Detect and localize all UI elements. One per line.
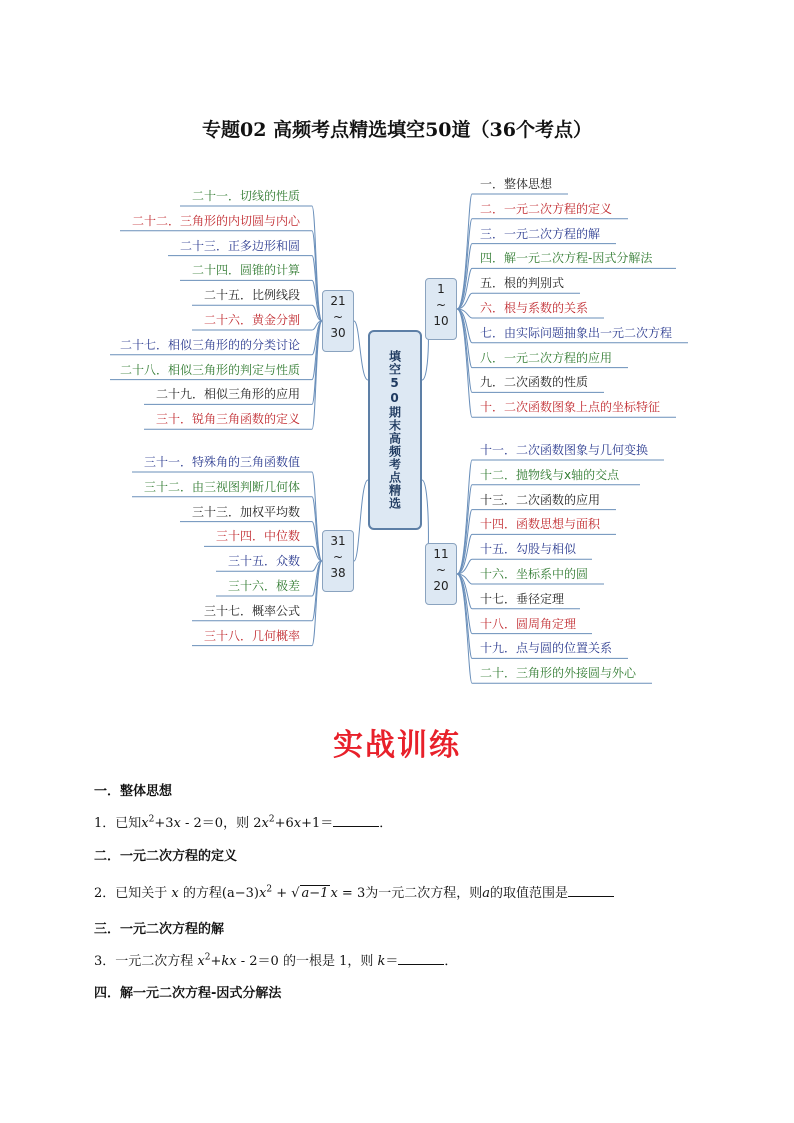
mind-map-leaf: 二．一元二次方程的定义 — [480, 201, 613, 216]
group-node-31-38 — [322, 530, 354, 592]
page-title: 专题02 高频考点精选填空50道（36个考点） — [202, 119, 592, 141]
mind-map-leaf: 二十三．正多边形和圆 — [179, 238, 300, 253]
mind-map-leaf: 三十．锐角三角函数的定义 — [155, 412, 300, 427]
mind-map-leaf: 十七．垂径定理 — [480, 591, 565, 606]
question-2-text3: 的取值范围是 — [490, 886, 569, 901]
mind-map-leaf: 三十五．众数 — [227, 554, 300, 569]
question-3: 3．一元二次方程 $x^2+kx - 2=0$ 的一根是 1，则 k＝ ． — [94, 952, 458, 969]
question-3-prefix: 3．一元二次方程 — [94, 954, 194, 969]
question-2-text1: 的方程 — [182, 886, 222, 901]
mind-map-leaf: 三．一元二次方程的解 — [480, 226, 601, 241]
group-label-end: 38 — [330, 566, 346, 580]
mind-map-center-node — [368, 330, 422, 530]
question-1-end: ． — [379, 816, 393, 831]
section-heading-1: 一．整体思想 — [94, 784, 173, 799]
mind-map-center-label: 填空50期末高频考点精选 — [387, 350, 402, 510]
mind-map-leaf: 二十八．相似三角形的判定与性质 — [119, 362, 300, 377]
mind-map-leaf: 十九．点与圆的位置关系 — [480, 641, 613, 656]
mind-map-leaf: 十三．二次函数的应用 — [480, 492, 601, 507]
mind-map-leaf: 三十六．极差 — [227, 579, 300, 593]
mind-map-leaf: 二十四．圆锥的计算 — [191, 263, 300, 278]
group-label-end: 20 — [433, 579, 449, 593]
question-2-prefix: 2．已知关于 — [94, 886, 168, 901]
question-1: 1．已知$x^2+3x - 2=0$，则 $2x^2+6x+1=$ ． — [94, 814, 393, 831]
mind-map-leaf: 十四．函数思想与面积 — [480, 517, 601, 532]
question-3-mid: 的一根是 1，则 — [282, 954, 374, 969]
group-label-start: 21 — [330, 294, 346, 308]
question-2-var: x — [171, 886, 179, 901]
mind-map-leaf: 三十四．中位数 — [215, 529, 300, 544]
mind-map-leaf: 十五．勾股与相似 — [480, 542, 577, 557]
answer-blank[interactable] — [568, 884, 614, 897]
mind-map-leaf: 五．根的判别式 — [480, 276, 565, 291]
mind-map-leaf: 十八．圆周角定理 — [480, 616, 577, 631]
section-heading-4: 四．解一元二次方程-因式分解法 — [94, 986, 282, 1001]
mind-map-leaf: 三十七．概率公式 — [203, 603, 300, 618]
mind-map-leaf: 七．由实际问题抽象出一元二次方程 — [480, 325, 673, 340]
mind-map-leaf: 二十九．相似三角形的应用 — [155, 387, 300, 402]
question-2-text2: 为一元二次方程，则 — [365, 886, 483, 901]
mind-map-leaf: 二十二．三角形的内切圆与内心 — [131, 213, 300, 228]
mind-map-leaf: 三十一．特殊角的三角函数值 — [143, 455, 300, 469]
answer-blank[interactable] — [398, 952, 444, 965]
section-heading-3: 三．一元二次方程的解 — [94, 922, 225, 937]
question-1-mid: ，则 — [223, 816, 250, 831]
mind-map-leaf: 二十．三角形的外接圆与外心 — [480, 666, 637, 681]
mind-map-leaf: 二十一．切线的性质 — [191, 189, 300, 203]
mind-map-leaf: 三十三．加权平均数 — [191, 504, 300, 519]
mind-map-leaf: 三十二．由三视图判断几何体 — [143, 479, 300, 494]
practice-title: 实战训练 — [333, 728, 461, 763]
group-label-start: 31 — [330, 534, 346, 548]
mind-map-leaf: 十二．抛物线与x轴的交点 — [480, 467, 620, 482]
mind-map-leaf: 十．二次函数图象上点的坐标特征 — [480, 400, 661, 415]
mind-map-leaf: 六．根与系数的关系 — [480, 301, 589, 315]
mind-map-leaf: 十一．二次函数图象与几何变换 — [480, 443, 649, 457]
group-label-sep: ~ — [435, 563, 447, 577]
group-label-sep: ~ — [332, 310, 344, 324]
mind-map-leaf: 一．整体思想 — [480, 177, 553, 191]
answer-blank[interactable] — [333, 814, 379, 827]
group-node-11-20 — [425, 543, 457, 605]
mind-map-leaf: 三十八．几何概率 — [203, 628, 300, 643]
group-label-end: 30 — [330, 326, 346, 340]
question-3-end: ． — [444, 954, 458, 969]
group-node-1-10 — [425, 278, 457, 340]
mind-map-leaf: 二十五．比例线段 — [203, 288, 300, 303]
question-1-prefix: 1．已知 — [94, 816, 142, 831]
mind-map-leaf: 十六．坐标系中的圆 — [480, 567, 589, 581]
group-label-end: 10 — [433, 314, 449, 328]
section-heading-2: 二．一元二次方程的定义 — [94, 849, 238, 864]
group-label-sep: ~ — [435, 298, 447, 312]
question-2: 2．已知关于 x 的方程$(a-3)x^2$ + √ a−1 x = 3为一元二次方程，则a的取值范围是 — [94, 882, 614, 901]
connector-line — [457, 309, 472, 392]
mind-map-leaf: 九．二次函数的性质 — [480, 375, 589, 390]
connector-line — [354, 321, 368, 380]
connector-line — [457, 574, 472, 658]
mind-map-leaf: 二十六．黄金分割 — [203, 313, 300, 327]
mind-map-leaf: 八．一元二次方程的应用 — [480, 350, 613, 365]
group-label-start: 11 — [433, 547, 449, 561]
mind-map-leaf: 二十七．相似三角形的的分类讨论 — [119, 337, 300, 352]
connector-line — [354, 480, 368, 561]
group-label-start: 1 — [437, 282, 445, 296]
group-label-sep: ~ — [332, 550, 344, 564]
mind-map-leaf: 四．解一元二次方程-因式分解法 — [480, 251, 653, 266]
group-node-21-30 — [322, 290, 354, 352]
